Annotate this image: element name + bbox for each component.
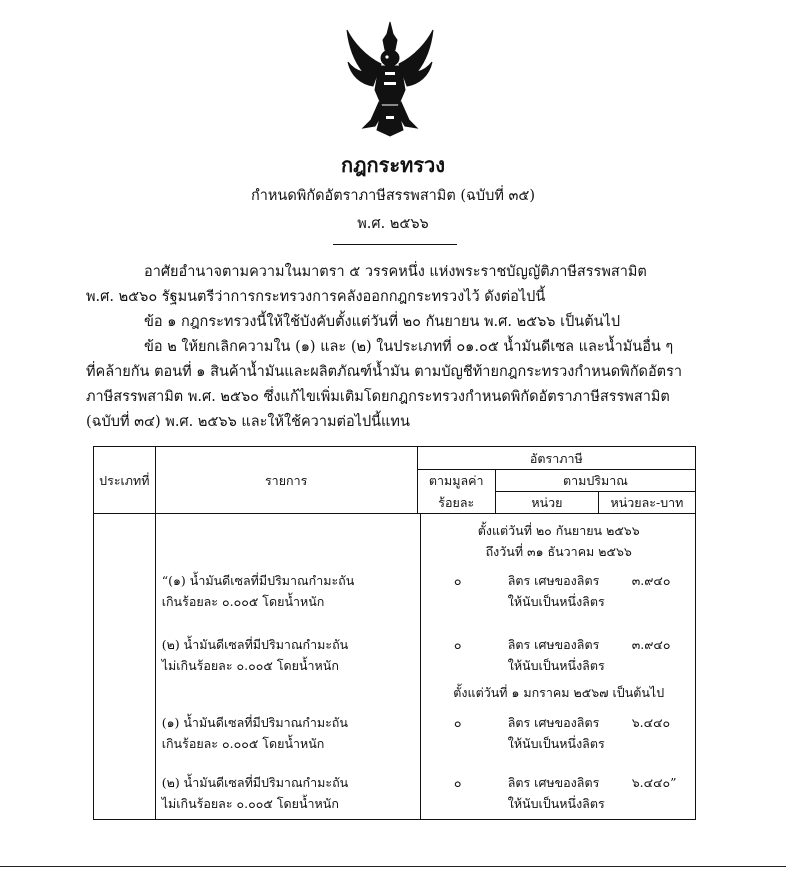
garuda-emblem-icon [345,20,435,138]
header-tax-rate: อัตราภาษี [417,447,695,470]
rate-value: ๓.๙๔๐ [631,637,671,652]
table-row: “(๑) น้ำมันดีเซลที่มีปริมาณกำมะถัน เกินร้อยละ ๐.๐๐๕ โดยน้ำหนัก [161,573,355,609]
document-year: พ.ศ. ๒๕๖๖ [357,216,429,232]
clause-2 [86,335,698,435]
header-by-value: ตามมูลค่า [417,470,495,492]
table-row: (๒) น้ำมันดีเซลที่มีปริมาณกำมะถัน ไม่เกินร้อยละ ๐.๐๐๕ โดยน้ำหนัก [161,775,349,811]
header-unit: หน่วย [495,492,598,514]
table-row: (๒) น้ำมันดีเซลที่มีปริมาณกำมะถัน ไม่เกินร้อยละ ๐.๐๐๕ โดยน้ำหนัก [161,637,349,673]
header-by-volume: ตามปริมาณ [495,470,695,492]
unit-value: ลิตร เศษของลิตร ให้นับเป็นหนึ่งลิตร [507,775,605,811]
unit-value: ลิตร เศษของลิตร ให้นับเป็นหนึ่งลิตร [507,715,605,751]
period-2-heading: ตั้งแต่วันที่ ๑ มกราคม ๒๕๖๗ เป็นต้นไป [453,685,665,700]
title-divider [333,244,457,245]
header-percent: ร้อยละ [417,492,495,514]
preamble-paragraph [86,260,698,310]
clause-2-line-2: ที่คล้ายกัน ตอนที่ ๑ สินค้าน้ำมันและผลิตภัณฑ์น้ำมัน ตามบัญชีท้ายกฎกระทรวงกำหนดพิกัดอัตรา [86,364,682,380]
preamble-line-1: อาศัยอำนาจตามความในมาตรา ๕ วรรคหนึ่ง แห่งพระราชบัญญัติภาษีสรรพสามิต [144,264,647,280]
clause-2-line-3: ภาษีสรรพสามิต พ.ศ. ๒๕๖๐ ซึ่งแก้ไขเพิ่มเติมโดยกฎกระทรวงกำหนดพิกัดอัตราภาษีสรรพสามิต [86,389,670,405]
unit-value: ลิตร เศษของลิตร ให้นับเป็นหนึ่งลิตร [507,573,605,609]
header-type: ประเภทที่ [94,447,156,514]
header-item: รายการ [155,447,417,514]
rate-value: ๖.๔๔๐” [631,775,677,790]
clause-2-line-4: (ฉบับที่ ๓๔) พ.ศ. ๒๕๖๖ และให้ใช้ความต่อไปนี้แทน [86,414,410,430]
clause-1-text: ข้อ ๑ กฎกระทรวงนี้ให้ใช้บังคับตั้งแต่วันที่ ๒๐ กันยายน พ.ศ. ๒๕๖๖ เป็นต้นไป [144,314,621,330]
document-subtitle: กำหนดพิกัดอัตราภาษีสรรพสามิต (ฉบับที่ ๓๕) [250,188,536,204]
clause-2-line-1: ข้อ ๒ ให้ยกเลิกความใน (๑) และ (๒) ในประเภทที่ ๐๑.๐๕ น้ำมันดีเซล และน้ำมันอื่น ๆ [144,339,674,355]
period-1-heading: ตั้งแต่วันที่ ๒๐ กันยายน ๒๕๖๖ ถึงวันที่ ๓๑ ธันวาคม ๒๕๖๖ [477,523,640,559]
percent-value: ๐ [453,573,462,588]
percent-value: ๐ [453,715,462,730]
table-body-cell [155,514,695,820]
type-cell [94,514,156,820]
clause-1 [86,310,698,335]
table-row: (๑) น้ำมันดีเซลที่มีปริมาณกำมะถัน เกินร้อยละ ๐.๐๐๕ โดยน้ำหนัก [161,715,348,751]
unit-value: ลิตร เศษของลิตร ให้นับเป็นหนึ่งลิตร [507,637,605,673]
rate-value: ๖.๔๔๐ [631,715,671,730]
preamble-line-2: พ.ศ. ๒๕๖๐ รัฐมนตรีว่าการกระทรวงการคลังออกกฎกระทรวงไว้ ดังต่อไปนี้ [86,289,546,305]
header-per-unit-baht: หน่วยละ-บาท [598,492,695,514]
rate-value: ๓.๙๔๐ [631,573,671,588]
tax-rate-table [93,446,696,820]
document-title: กฎกระทรวง [340,153,446,177]
percent-value: ๐ [453,775,462,790]
page-bottom-edge [0,866,786,867]
percent-value: ๐ [453,637,462,652]
